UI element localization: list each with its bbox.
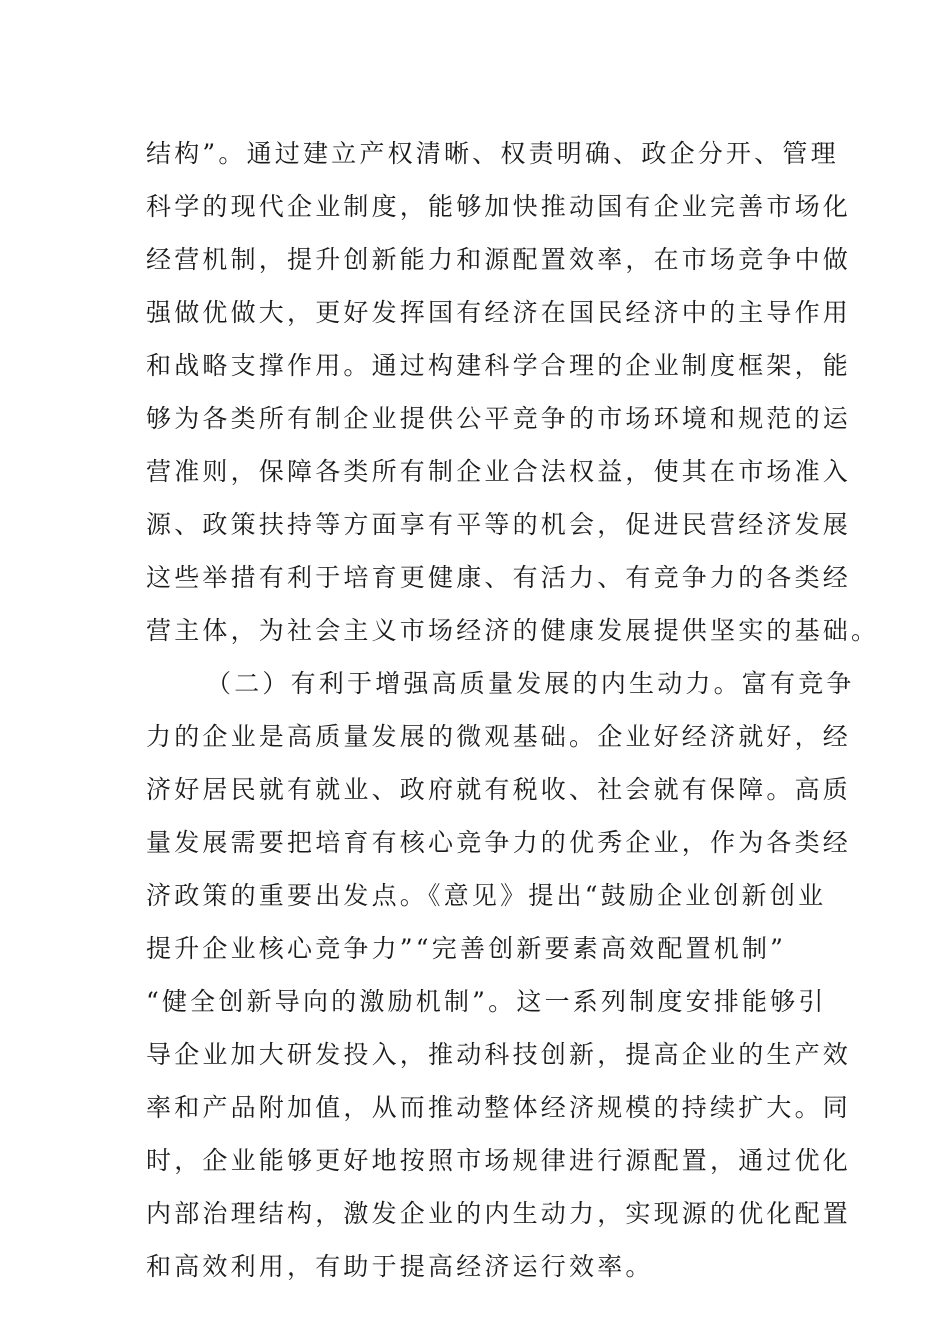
document-body (146, 127, 880, 1293)
text-line: 内部治理结构，激发企业的内生动力，实现源的优化配置 (146, 1199, 852, 1228)
text-line: 济政策的重要出发点。《意见》提出“鼓励企业创新创业 (146, 881, 827, 910)
text-line: 率和产品附加值，从而推动整体经济规模的持续扩大。同 (146, 1093, 852, 1122)
text-line: 这些举措有利于培育更健康、有活力、有竞争力的各类经 (146, 563, 852, 592)
text-line: 和高效利用，有助于提高经济运行效率。 (146, 1252, 654, 1281)
text-line: 导企业加大研发投入，推动科技创新，提高企业的生产效 (146, 1040, 852, 1069)
text-line: 营主体，为社会主义市场经济的健康发展提供坚实的基础。 (146, 616, 880, 645)
text-line: 力的企业是高质量发展的微观基础。企业好经济就好，经 (146, 722, 852, 751)
text-line: 和战略支撑作用。通过构建科学合理的企业制度框架，能 (146, 351, 852, 380)
text-line: 经营机制，提升创新能力和源配置效率，在市场竞争中做 (146, 245, 852, 274)
paragraph-section-two (146, 657, 855, 1293)
text-line: 提升企业核心竞争力”“完善创新要素高效配置机制” (146, 934, 787, 963)
text-line: 源、政策扶持等方面享有平等的机会，促进民营经济发展 (146, 510, 852, 539)
section-heading-line: （二）有利于增强高质量发展的内生动力。富有竞争 (206, 669, 855, 698)
text-line: 强做优做大，更好发挥国有经济在国民经济中的主导作用 (146, 298, 852, 327)
text-line: “健全创新导向的激励机制”。这一系列制度安排能够引 (146, 987, 827, 1016)
text-line: 量发展需要把培育有核心竞争力的优秀企业，作为各类经 (146, 828, 852, 857)
text-line: 够为各类所有制企业提供公平竞争的市场环境和规范的运 (146, 404, 852, 433)
text-line: 时，企业能够更好地按照市场规律进行源配置，通过优化 (146, 1146, 852, 1175)
text-line: 营准则，保障各类所有制企业合法权益，使其在市场准入 (146, 457, 852, 486)
text-line: 结构”。通过建立产权清晰、权责明确、政企分开、管理 (146, 139, 839, 168)
paragraph-enterprise-system (146, 127, 880, 657)
text-line: 科学的现代企业制度，能够加快推动国有企业完善市场化 (146, 192, 852, 221)
text-line: 济好居民就有就业、政府就有税收、社会就有保障。高质 (146, 775, 852, 804)
